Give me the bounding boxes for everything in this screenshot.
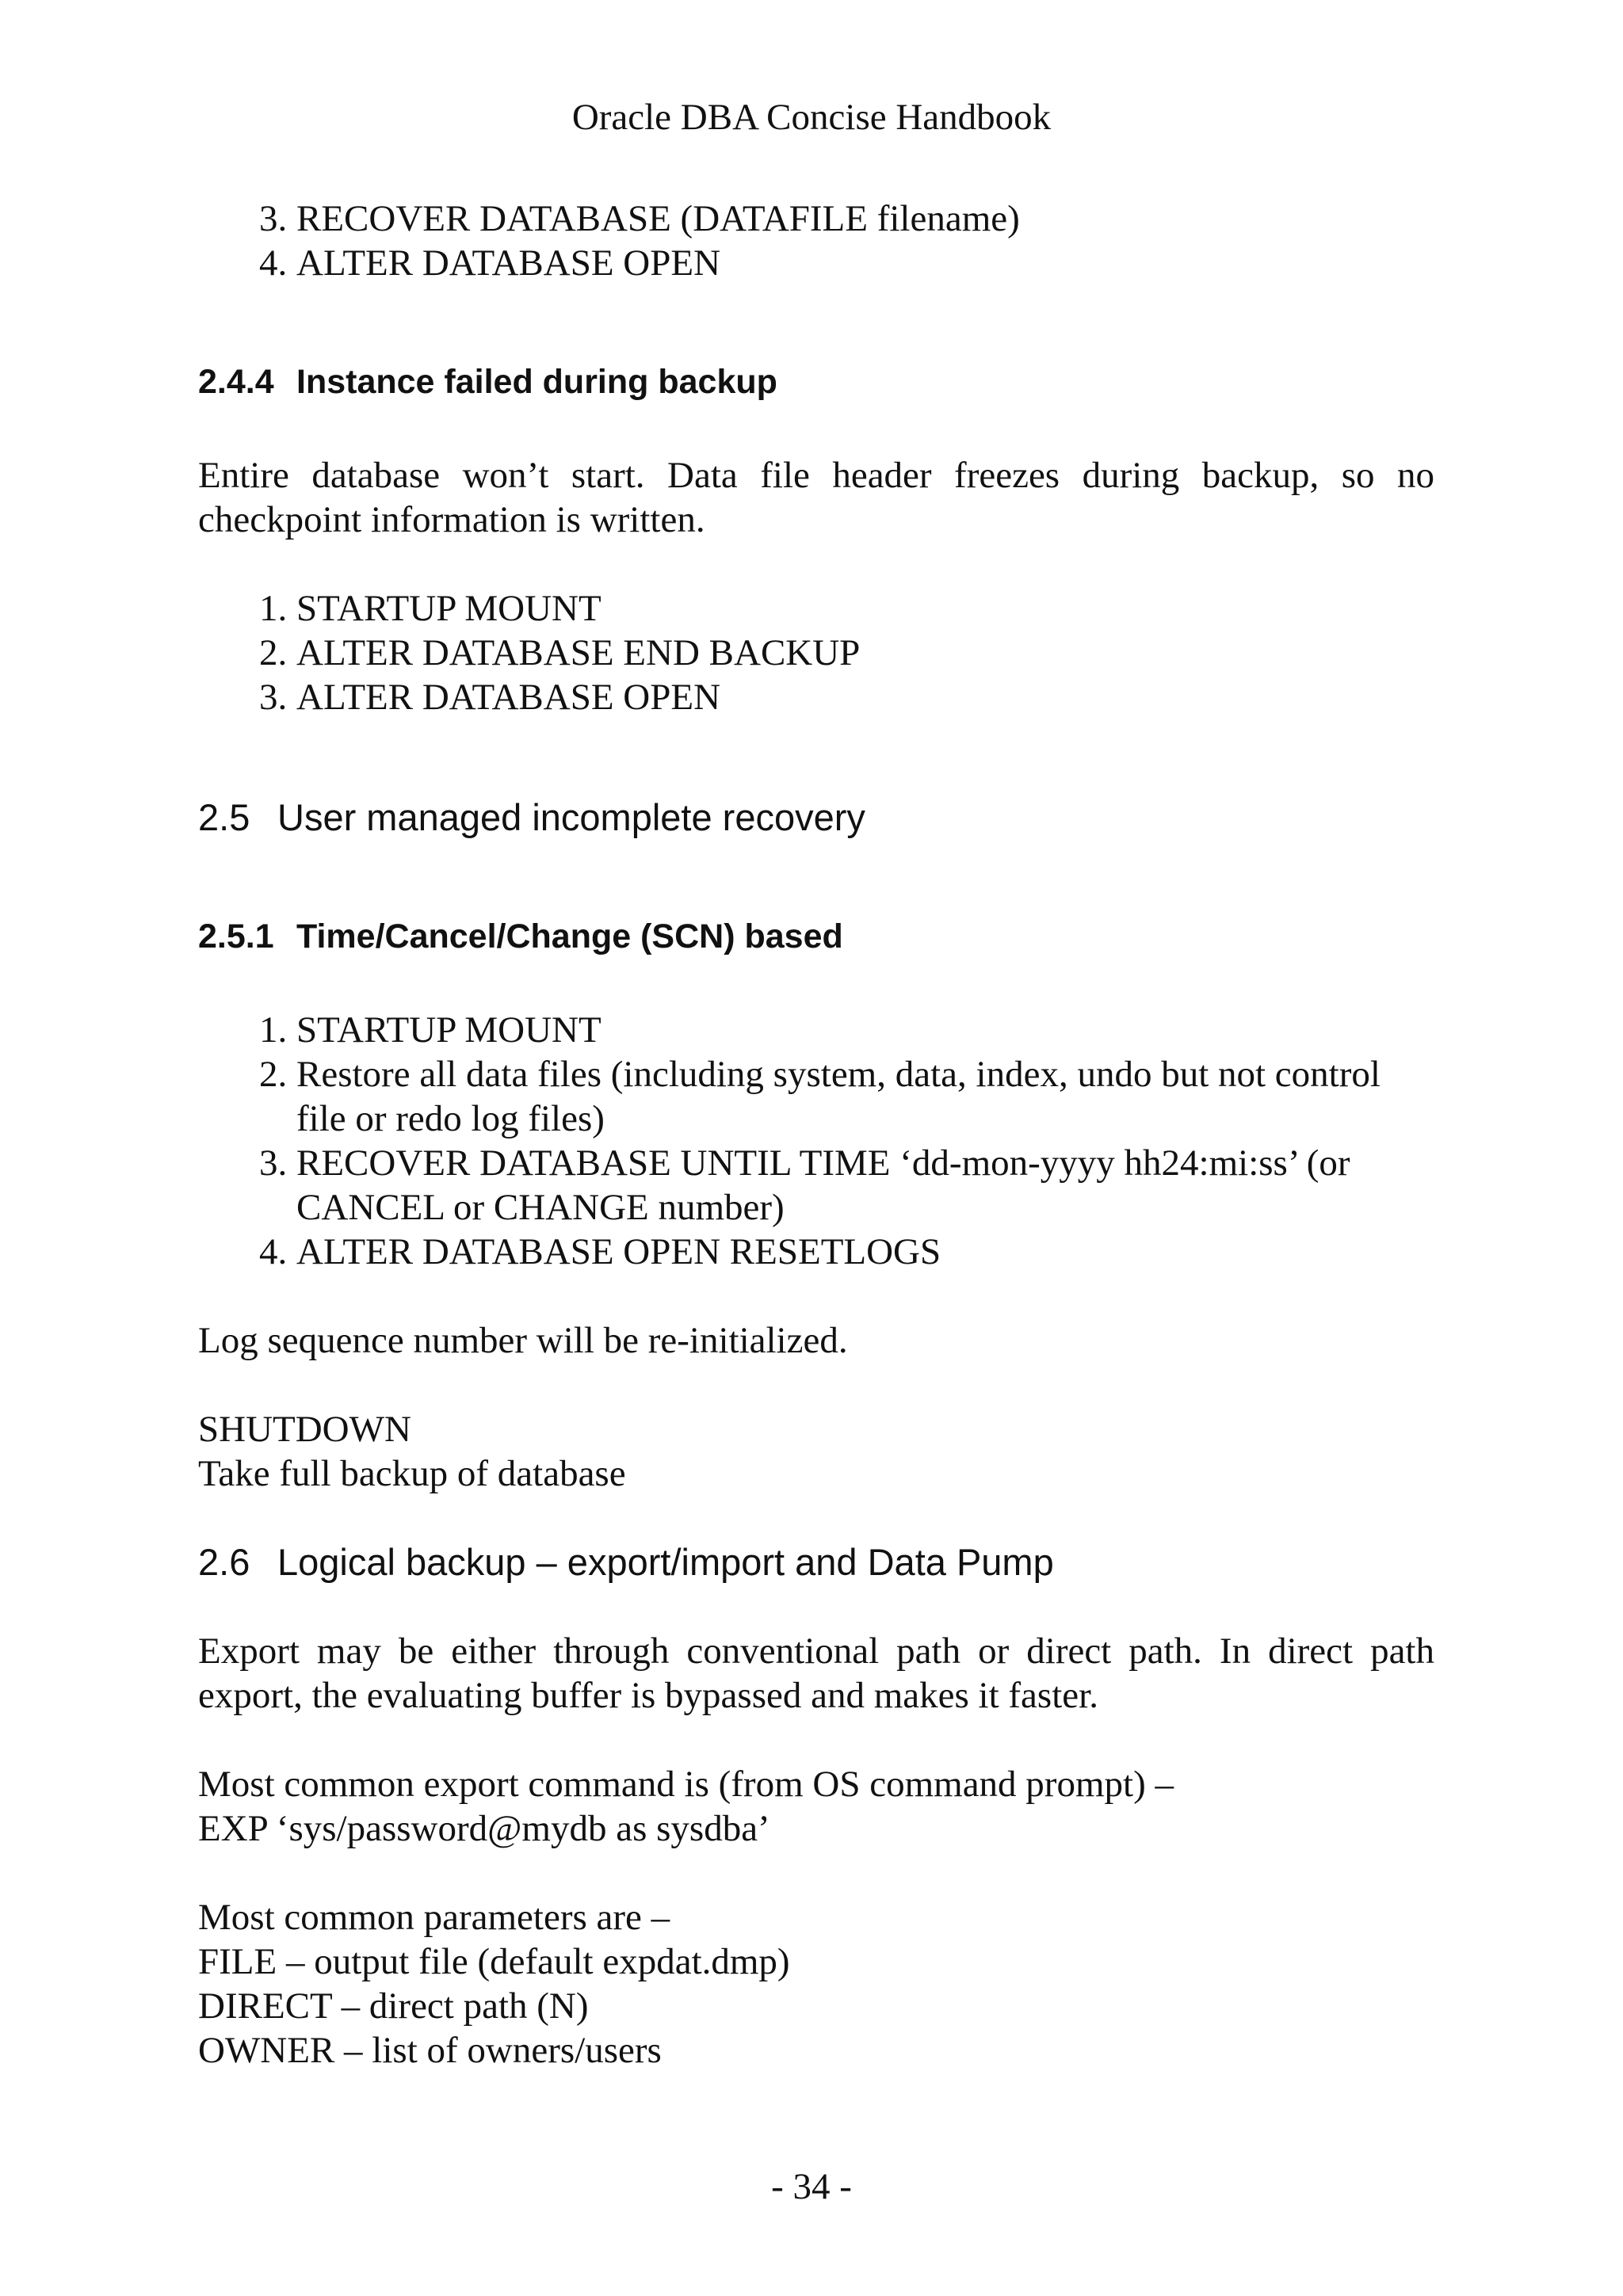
parameter-line: FILE – output file (default expdat.dmp) [198,1941,790,1982]
running-header: Oracle DBA Concise Handbook [571,97,1052,138]
heading-number: 2.5.1 [198,917,274,955]
text-line: Most common parameters are – [198,1897,670,1938]
heading-number: 2.6 [198,1541,250,1583]
page-content [198,196,1434,2073]
heading-title: Time/Cancel/Change (SCN) based [296,917,843,955]
list-item: 2. ALTER DATABASE END BACKUP [296,631,1434,675]
parameter-line: DIRECT – direct path (N) [198,1985,589,2027]
list-item: 1. STARTUP MOUNT [296,586,1434,631]
text-line: SHUTDOWN [198,1409,411,1450]
heading-title: Logical backup – export/import and Data Pump [277,1541,1054,1583]
heading-2-5 [198,795,1434,840]
heading-2-5-1 [198,914,1434,959]
list-item: 2. Restore all data files (including system, data, index, undo but not control file or redo log files) [296,1052,1434,1141]
heading-title: Instance failed during backup [296,363,777,401]
paragraph: Export may be either through conventional path or direct path. In direct path export, the evaluating buffer is bypassed and makes it faster. [198,1630,1434,1716]
paragraph: Log sequence number will be re-initialized. [198,1320,848,1361]
heading-title: User managed incomplete recovery [277,796,865,838]
heading-number: 2.4.4 [198,363,274,401]
continued-steps-list [198,196,1434,285]
text-line: EXP ‘sys/password@mydb as sysdba’ [198,1808,770,1849]
steps-list-2-4-4 [198,586,1434,719]
list-item: 1. STARTUP MOUNT [296,1008,1434,1052]
paragraph: Entire database won’t start. Data file header freezes during backup, so no checkpoint information is written. [198,455,1434,540]
list-item: 3. RECOVER DATABASE (DATAFILE filename) [296,196,1434,241]
list-item: 3. RECOVER DATABASE UNTIL TIME ‘dd-mon-yyyy hh24:mi:ss’ (or CANCEL or CHANGE number) [296,1141,1434,1230]
page-number: - 34 - [771,2166,852,2207]
parameter-line: OWNER – list of owners/users [198,2030,662,2071]
steps-list-2-5-1 [198,1008,1434,1274]
list-item: 4. ALTER DATABASE OPEN RESETLOGS [296,1230,1434,1274]
heading-2-4-4 [198,360,1434,404]
text-line: Most common export command is (from OS command prompt) – [198,1764,1174,1805]
heading-2-6 [198,1540,1434,1585]
list-item: 3. ALTER DATABASE OPEN [296,675,1434,719]
list-item: 4. ALTER DATABASE OPEN [296,241,1434,285]
text-line: Take full backup of database [198,1453,626,1494]
heading-number: 2.5 [198,796,250,838]
